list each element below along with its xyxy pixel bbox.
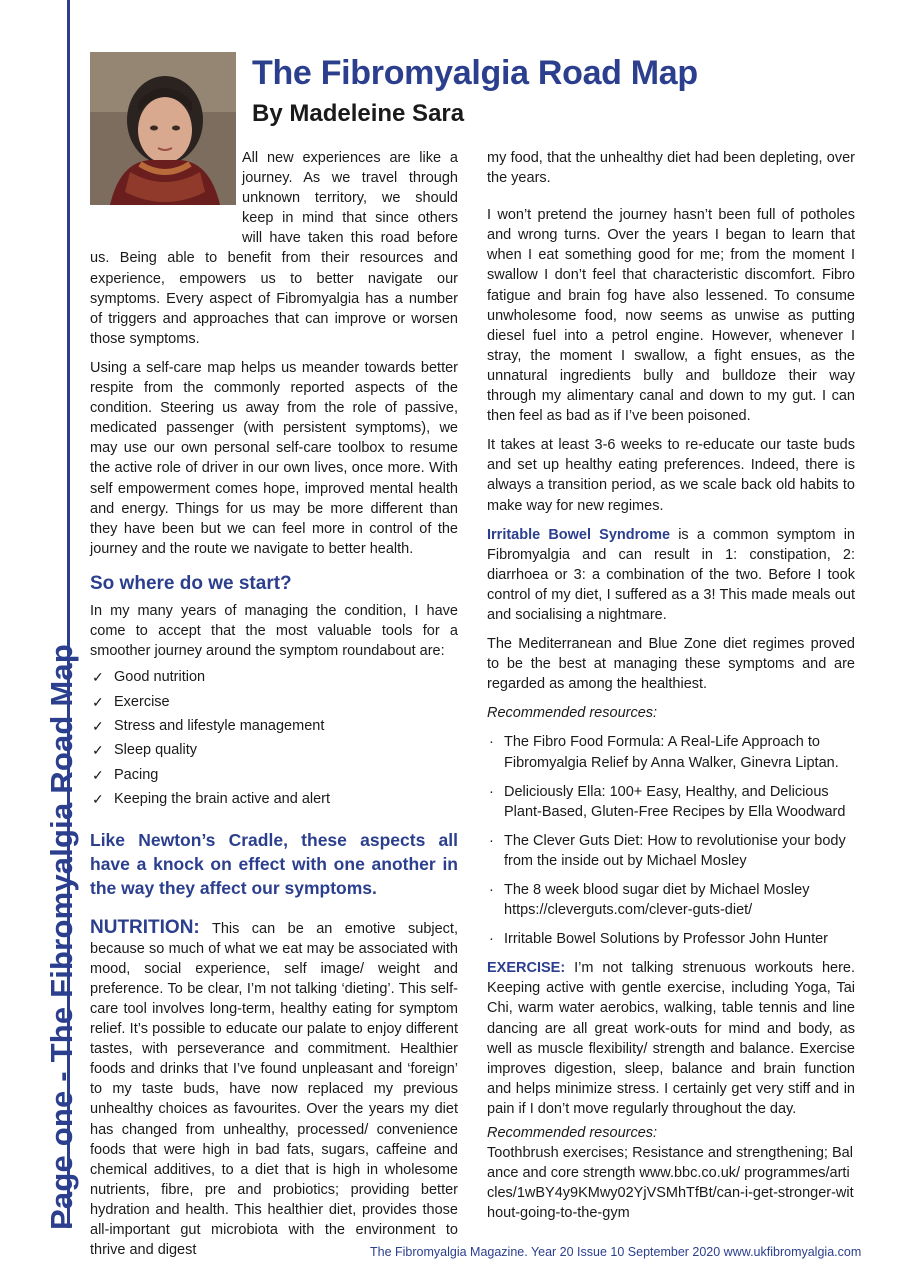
intro-paragraph-1: All new experiences are like a journey. As we travel through unknown territory, we should keep in mind that since others will have taken this road before us. Being able to benefit from their resources and experience, empowers us to better navigate our symptoms. Every aspect of Fibromyalgia has a number of triggers and approaches that can improve or worsen those symptoms. bbox=[90, 150, 458, 347]
author-byline: By Madeleine Sara bbox=[252, 100, 465, 127]
intro-paragraph-2: Using a self-care map helps us meander towards better respite from the commonly reported aspects of the condition. Steering us away from the role of passive, medicated passenger (with persistent symptoms), we may use our own personal self-care toolbox to resume the active role of driver in our own lives, once more. With self empowerment comes hope, improved mental health and energy. Things for us may be more different than they have been but we can feel more in control of the journey and the route we navigate to better health. bbox=[90, 359, 458, 557]
recommended-label-2: Recommended resources: bbox=[487, 1125, 658, 1142]
list-item: · The Clever Guts Diet: How to revolutionise your body from the inside out by Michael Mosley bbox=[489, 832, 846, 869]
exercise-resources: Toothbrush exercises; Resistance and strengthening; Balance and core strength www.bbc.co.uk/ programmes/articles/1wBY4y9KMwy02YjVSMhTfBt/can-i-get-stronger-without-going-to-the-gym bbox=[487, 1145, 854, 1222]
list-item: ✓ Stress and lifestyle management bbox=[90, 714, 458, 738]
list-item: · Deliciously Ella: 100+ Easy, Healthy, and Delicious Plant-Based, Gluten-Free Recipes by Ella Woodward bbox=[489, 783, 846, 820]
check-icon: ✓ bbox=[92, 693, 104, 710]
list-item: ✓ Pacing bbox=[90, 763, 458, 787]
recommended-label: Recommended resources: bbox=[487, 705, 658, 722]
resources-list bbox=[487, 732, 855, 949]
check-icon: ✓ bbox=[92, 766, 104, 783]
exercise-paragraph: EXERCISE: I’m not talking strenuous workouts here. Keeping active with gentle exercise, including Yoga, Tai Chi, warm water aerobics, walking, table tennis and line dancing are all great work-outs for mind and body, as well as muscle flexibility/ strength and balance. Exercise improves digestion, sleep, balance and brain function and helps minimize stress. I certainly get very stiff and in pain if I don’t move regularly throughout the day. bbox=[487, 960, 855, 1117]
check-icon: ✓ bbox=[92, 791, 104, 808]
tools-checklist bbox=[90, 665, 458, 811]
start-paragraph: In my many years of managing the condition, I have come to accept that the most valuable tools for a smoother journey around the symptom roundabout are: bbox=[90, 602, 458, 660]
newton-callout: Like Newton’s Cradle, these aspects all have a knock on effect with one another in the way they affect our symptoms. bbox=[90, 829, 458, 898]
article-title: The Fibromyalgia Road Map bbox=[252, 54, 698, 92]
list-item: ✓ Exercise bbox=[90, 690, 458, 714]
list-item: · The 8 week blood sugar diet by Michael Mosley https://cleverguts.com/clever-guts-diet/ bbox=[489, 882, 810, 919]
ibs-lead: Irritable Bowel Syndrome bbox=[487, 526, 671, 543]
left-column bbox=[90, 148, 458, 1269]
section-heading-start: So where do we start? bbox=[90, 572, 292, 594]
nutrition-lead: NUTRITION: bbox=[90, 916, 200, 938]
list-item: ✓ Sleep quality bbox=[90, 738, 458, 762]
side-page-title: Page one - The Fibromyalgia Road Map bbox=[44, 644, 79, 1230]
page-footer: The Fibromyalgia Magazine. Year 20 Issue 10 September 2020 www.ukfibromyalgia.com bbox=[370, 1245, 862, 1259]
check-icon: ✓ bbox=[92, 717, 104, 734]
check-icon: ✓ bbox=[92, 669, 104, 686]
check-icon: ✓ bbox=[92, 742, 104, 759]
right-paragraph-2: I won’t pretend the journey hasn’t been full of potholes and wrong turns. Over the years I began to learn that when I eat something good for me; from the moment I swallow I don’t feel that characteristic discomfort. Fibro fatigue and brain fog have also lessened. To consume unwholesome food, now seems as unwise as putting diesel fuel into a petrol engine. However, whenever I stray, the moment I swallow, a fight ensues, as the unnatural ingredients bully and bulldoze their way through my alimentary canal and down to my gut. I can then feel as bad as if I’ve been poisoned. bbox=[487, 207, 855, 425]
right-paragraph-5: The Mediterranean and Blue Zone diet regimes proved to be the best at managing these symptoms and are regarded as among the healthiest. bbox=[487, 636, 855, 693]
right-paragraph-3: It takes at least 3-6 weeks to re-educate our taste buds and set up healthy eating preferences. Indeed, there is always a transition period, as we scale back old habits to make way for new regimes. bbox=[487, 437, 855, 514]
list-item: ✓ Good nutrition bbox=[90, 665, 458, 689]
exercise-lead: EXERCISE: bbox=[487, 960, 566, 977]
ibs-paragraph: Irritable Bowel Syndrome is a common symptom in Fibromyalgia and can result in 1: constipation, 2: diarrhoea or 3: a combination of the two. Before I took control of my diet, I suffered as a 3! This made meals out and socialising a nightmare. bbox=[487, 526, 855, 623]
list-item: · Irritable Bowel Solutions by Professor John Hunter bbox=[489, 931, 828, 948]
nutrition-paragraph: NUTRITION: This can be an emotive subject, because so much of what we eat may be associated with mood, social experience, self image/ weight and preference. To be clear, I’m not talking ‘dieting’. This self-care tool involves long-term, healthy eating for symptom relief. It’s possible to educate our palate to enjoy different tastes, with perseverance and commitment. Healthier foods and drinks that I’ve found unpleasant and ‘foreign’ to my taste buds, have now replaced my previous unhealthy choices as favourites. Over the years my diet has changed from unhealthy, processed/ convenience foods that were high in bad fats, sugars, caffeine and chemical additives, to a diet that is high in wholesome nutrients, fibre, pre and probiotics; providing better hydration and health. This healthier diet, provides those all-important gut microbiota with the environment to thrive and digest bbox=[90, 916, 458, 1259]
right-column bbox=[487, 148, 855, 1224]
list-item: · The Fibro Food Formula: A Real-Life Approach to Fibromyalgia Relief by Anna Walker, Ginevra Liptan. bbox=[489, 734, 839, 771]
right-paragraph-1: my food, that the unhealthy diet had been depleting, over the years. bbox=[487, 150, 855, 187]
list-item: ✓ Keeping the brain active and alert bbox=[90, 787, 458, 811]
